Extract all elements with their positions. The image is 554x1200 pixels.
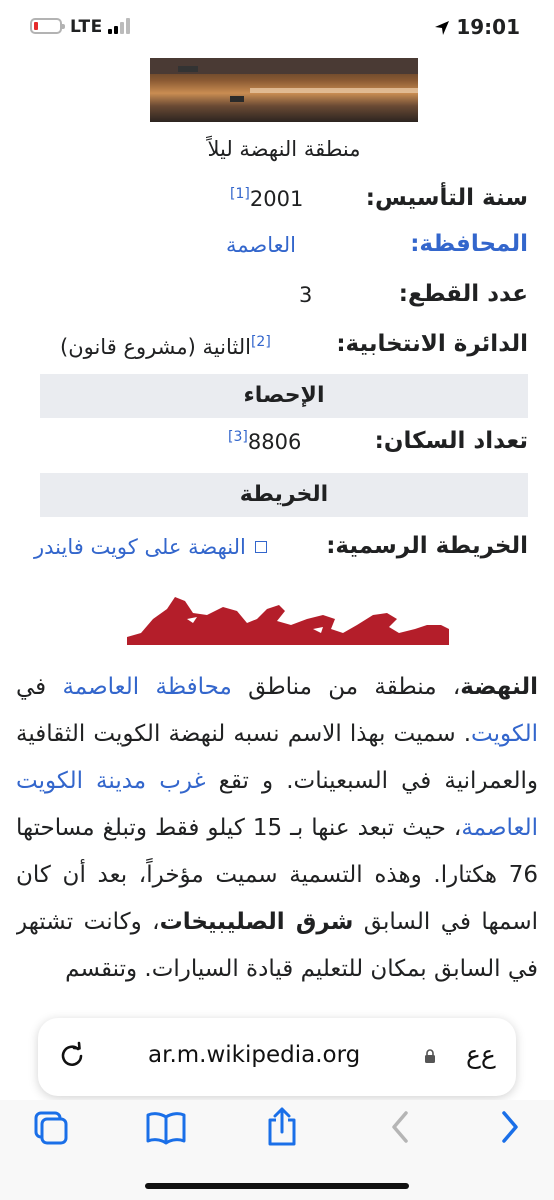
article-title-term: النهضة	[460, 674, 538, 700]
east-sulaibikhat-term: شرق الصليبيخات	[159, 909, 354, 935]
article-text: ، وكانت تشتهر في السابق بمكان للتعليم قيادة السيارات. وتنقسم	[16, 909, 538, 982]
address-bar[interactable]	[38, 1018, 516, 1096]
official-map-label: الخريطة الرسمية:	[326, 533, 528, 559]
founded-label: سنة التأسيس:	[365, 185, 528, 211]
district-value: الثانية (مشروع قانون)	[60, 335, 251, 359]
forward-button[interactable]	[480, 1100, 540, 1154]
kuwait-finder-link[interactable]	[34, 535, 267, 559]
blocks-label: عدد القطع:	[398, 281, 528, 307]
population-label: تعداد السكان:	[374, 428, 528, 454]
text-size-button[interactable]: ﻉﻉ	[466, 1040, 496, 1069]
bookmarks-button[interactable]	[136, 1100, 196, 1154]
founded-value: 2001	[249, 187, 304, 211]
population-value: 8806	[247, 430, 302, 454]
external-link-icon	[255, 541, 267, 553]
governorate-label-link[interactable]: المحافظة:	[410, 231, 528, 257]
status-bar	[0, 0, 554, 60]
article-text: في	[16, 674, 63, 700]
article-text	[146, 768, 159, 794]
kuwait-city-link[interactable]: مدينة الكويت العاصمة	[16, 768, 538, 841]
ref-2-link[interactable]: [2]	[250, 334, 271, 350]
article-text: ، حيث تبعد عنها بـ 15 كيلو فقط وتبلغ مساحتها 76 هكتارا. وهذه التسمية سميت مؤخراً، بعد أن كان اسمها في السابق	[16, 815, 538, 935]
west-link[interactable]: غرب	[159, 768, 206, 794]
reload-icon[interactable]	[56, 1040, 88, 1072]
infobox-row-district	[40, 325, 528, 371]
home-indicator[interactable]	[145, 1183, 409, 1189]
infobox-row-population	[40, 422, 528, 468]
infobox-image[interactable]	[150, 58, 418, 122]
chevron-right-icon	[498, 1109, 522, 1145]
infobox-row-governorate	[40, 225, 528, 271]
url-text[interactable]: ar.m.wikipedia.org	[148, 1042, 361, 1068]
share-icon	[265, 1106, 299, 1148]
section-statistics: الإحصاء	[40, 374, 528, 418]
article-body	[16, 664, 538, 1010]
clock: 19:01	[456, 15, 520, 39]
ref-3-link[interactable]: [3]	[228, 429, 248, 445]
signal-icon	[108, 18, 132, 34]
battery-icon	[30, 18, 62, 34]
infobox-row-founded	[40, 179, 528, 225]
tabs-button[interactable]	[20, 1100, 80, 1154]
image-caption: منطقة النهضة ليلاً	[207, 137, 361, 161]
tabs-icon	[30, 1107, 70, 1147]
infobox-row-official-map	[34, 527, 528, 573]
ref-1-link[interactable]: [1]	[230, 186, 250, 202]
capital-governorate-link[interactable]: محافظة العاصمة	[62, 674, 232, 700]
location-map-image[interactable]	[127, 589, 449, 645]
share-button[interactable]	[252, 1100, 312, 1154]
lock-icon	[423, 1049, 437, 1063]
kuwait-link[interactable]: الكويت	[471, 721, 538, 747]
book-icon	[145, 1109, 187, 1145]
section-map: الخريطة	[40, 473, 528, 517]
infobox-row-blocks	[40, 275, 528, 321]
chevron-left-icon	[388, 1109, 412, 1145]
location-arrow-icon	[434, 20, 450, 36]
kuwait-finder-link-text: النهضة على كويت فايندر	[34, 535, 246, 559]
district-label: الدائرة الانتخابية:	[336, 331, 528, 357]
blocks-value: 3	[299, 283, 313, 307]
article-text: . سميت بهذا الاسم نسبه لنهضة الكويت الثقافية والعمرانية في السبعينات. و تقع	[16, 721, 538, 794]
governorate-value-link[interactable]: العاصمة	[226, 233, 296, 257]
back-button[interactable]	[370, 1100, 430, 1154]
article-text: ، منطقة من مناطق	[231, 674, 461, 700]
network-type: LTE	[70, 17, 103, 37]
